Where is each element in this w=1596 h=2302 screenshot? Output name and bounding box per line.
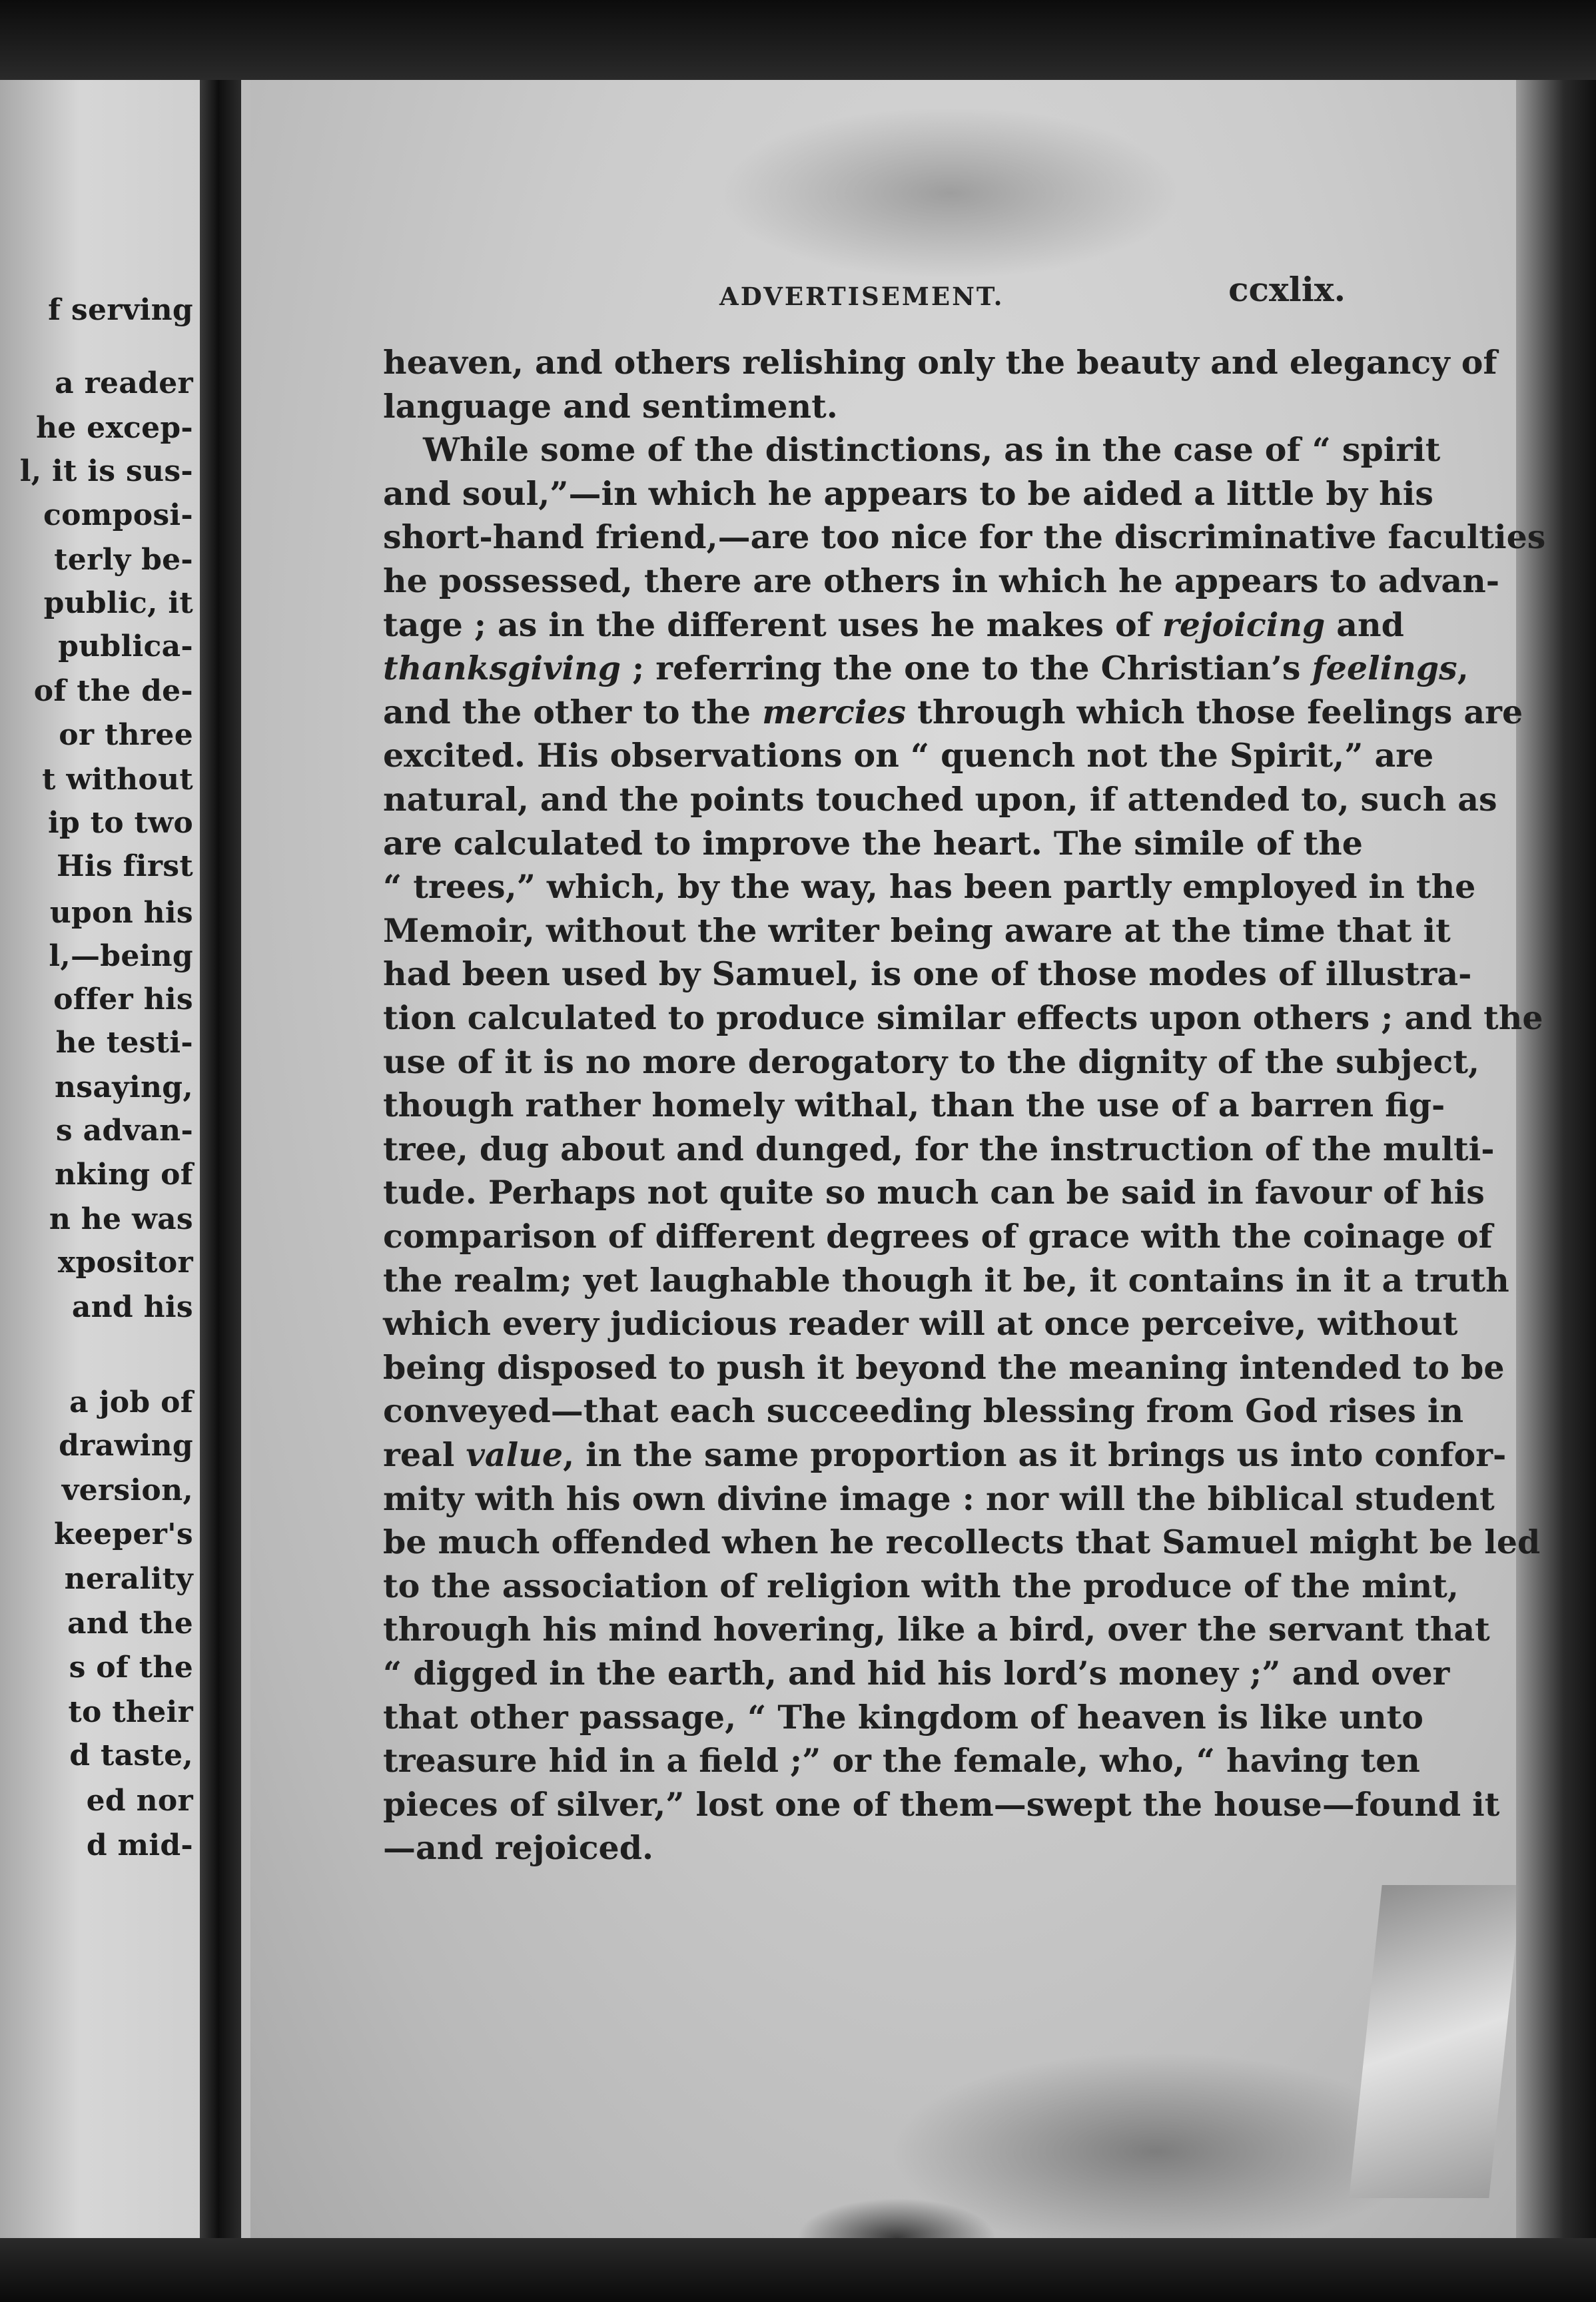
- text-line: [383, 343, 1497, 382]
- facing-page-line: a reader: [55, 366, 193, 400]
- text-run: While some of the distinctions, as in the case of “ spirit: [423, 430, 1441, 470]
- facing-page-line: upon his: [49, 896, 193, 930]
- text-line: [383, 1654, 1450, 1693]
- facing-page-line: he testi-: [55, 1026, 193, 1060]
- text-run: and soul,”—in which he appears to be aided a little by his: [383, 474, 1433, 513]
- facing-page-line: drawing: [59, 1429, 193, 1463]
- italic-text: mercies: [762, 692, 907, 731]
- facing-page-line: and the: [67, 1607, 193, 1641]
- text-run: pieces of silver,” lost one of them—swept the house—found it: [383, 1784, 1500, 1824]
- facing-page-line: n he was: [49, 1202, 193, 1236]
- text-run: mity with his own divine image : nor will the biblical student: [383, 1479, 1495, 1518]
- text-line: [383, 649, 1469, 688]
- film-border-top: [0, 0, 1596, 80]
- text-run: ; referring the one to the Christian’s: [621, 649, 1312, 688]
- italic-text: rejoicing: [1162, 605, 1326, 644]
- text-run: “ trees,” which, by the way, has been partly employed in the: [383, 867, 1476, 907]
- text-run: natural, and the points touched upon, if attended to, such as: [383, 780, 1497, 819]
- facing-page-line: keeper's: [53, 1517, 193, 1551]
- text-run: he possessed, there are others in which he appears to advan-: [383, 562, 1500, 600]
- facing-page-line: offer his: [53, 982, 193, 1016]
- facing-page-line: l,—being: [49, 939, 193, 973]
- text-line: [383, 474, 1433, 513]
- text-line: [383, 780, 1497, 819]
- text-line: [383, 1086, 1445, 1125]
- book-gutter: [200, 80, 241, 2238]
- running-head: ADVERTISEMENT.: [719, 282, 1004, 311]
- facing-page-line: composi-: [43, 498, 193, 532]
- text-run: excited. His observations on “ quench not the Spirit,” are: [383, 736, 1434, 775]
- page-edge: [241, 80, 250, 2238]
- text-run: real: [383, 1435, 466, 1474]
- text-line: [383, 1784, 1500, 1824]
- facing-page-line: ip to two: [47, 806, 193, 840]
- text-run: Memoir, without the writer being aware at the time that it: [383, 911, 1451, 950]
- film-border-right: [1516, 80, 1596, 2238]
- facing-page-line: xpositor: [57, 1246, 193, 1280]
- facing-page-line: of the de-: [33, 674, 193, 708]
- text-run: use of it is no more derogatory to the dignity of the subject,: [383, 1042, 1480, 1081]
- text-run: , in the same proportion as it brings us into confor-: [563, 1435, 1507, 1474]
- text-run: and: [1325, 605, 1404, 644]
- text-run: short-hand friend,—are too nice for the discriminative faculties: [383, 518, 1546, 557]
- text-line: [383, 1042, 1480, 1081]
- text-line: [383, 1828, 1352, 1867]
- text-run: tude. Perhaps not quite so much can be said in favour of his: [383, 1173, 1485, 1212]
- page-header: [719, 270, 1346, 316]
- text-run: which every judicious reader will at once perceive, without: [383, 1304, 1458, 1343]
- text-line: [383, 823, 1363, 863]
- facing-page-line: nsaying,: [54, 1070, 193, 1104]
- text-run: conveyed—that each succeeding blessing from God rises in: [383, 1391, 1464, 1431]
- text-run: being disposed to push it beyond the meaning intended to be: [383, 1347, 1505, 1387]
- text-line: [383, 562, 1500, 600]
- facing-page-line: t without: [42, 763, 193, 797]
- facing-page-line: s advan-: [55, 1114, 193, 1148]
- facing-page-line: or three: [59, 718, 193, 752]
- text-line: [383, 867, 1476, 907]
- text-run: —and rejoiced.: [383, 1828, 654, 1868]
- text-run: “ digged in the earth, and hid his lord’s money ;” and over: [383, 1654, 1450, 1693]
- text-line: [383, 1566, 1459, 1605]
- text-line: [383, 1304, 1458, 1343]
- text-run: though rather homely withal, than the use of a barren fig-: [383, 1086, 1445, 1125]
- facing-page-left: [0, 80, 200, 2238]
- text-run: language and sentiment.: [383, 386, 838, 426]
- facing-page-line: d taste,: [69, 1738, 193, 1772]
- text-run: heaven, and others relishing only the beauty and elegancy of: [383, 343, 1497, 382]
- facing-page-line: l, it is sus-: [19, 454, 193, 488]
- text-line: [383, 736, 1434, 775]
- facing-page-line: d mid-: [86, 1828, 193, 1862]
- text-run: through his mind hovering, like a bird, over the servant that: [383, 1610, 1490, 1649]
- italic-text: thanksgiving: [383, 649, 621, 688]
- text-line: [383, 1173, 1485, 1212]
- text-line: [383, 1741, 1420, 1780]
- italic-text: feelings: [1312, 649, 1457, 688]
- text-run: tage ; as in the different uses he makes of: [383, 605, 1162, 644]
- facing-page-line: His first: [57, 849, 193, 883]
- text-line: [383, 1610, 1490, 1649]
- film-border-bottom: [0, 2238, 1596, 2302]
- text-line: [383, 1347, 1505, 1387]
- text-run: and the other to the: [383, 692, 763, 731]
- text-run: tree, dug about and dunged, for the instruction of the multi-: [383, 1129, 1495, 1168]
- text-line: [383, 430, 1441, 470]
- text-run: comparison of different degrees of grace with the coinage of: [383, 1217, 1493, 1256]
- facing-page-line: he excep-: [35, 411, 193, 445]
- text-run: through which those feelings are: [906, 692, 1523, 731]
- text-line: [383, 998, 1543, 1037]
- facing-page-line: public, it: [43, 586, 193, 620]
- text-line: [383, 1129, 1495, 1168]
- facing-page-line: version,: [61, 1473, 193, 1507]
- text-line: [383, 1435, 1507, 1474]
- text-run: that other passage, “ The kingdom of heaven is like unto: [383, 1697, 1423, 1736]
- text-line: [383, 605, 1404, 644]
- text-run: had been used by Samuel, is one of those modes of illustra-: [383, 955, 1472, 994]
- text-line: [383, 911, 1451, 950]
- text-run: be much offended when he recollects that Samuel might be led: [383, 1523, 1541, 1562]
- text-line: [383, 955, 1472, 994]
- page-number: ccxlix.: [1228, 270, 1346, 309]
- text-line: [383, 692, 1523, 731]
- facing-page-line: terly be-: [54, 543, 193, 577]
- ink-stain: [717, 107, 1183, 280]
- text-run: treasure hid in a field ;” or the female, who, “ having ten: [383, 1741, 1420, 1780]
- text-line: [383, 1391, 1464, 1431]
- facing-page-line: and his: [71, 1290, 193, 1324]
- facing-page-line: to their: [68, 1695, 193, 1729]
- text-line: [383, 1697, 1423, 1736]
- italic-text: value: [466, 1435, 564, 1474]
- text-line: [383, 1260, 1509, 1300]
- facing-page-line: nerality: [64, 1562, 193, 1596]
- text-line: [383, 387, 1352, 426]
- text-line: [383, 518, 1546, 557]
- facing-page-line: ed nor: [86, 1784, 193, 1818]
- facing-page-line: nking of: [55, 1158, 193, 1192]
- facing-page-line: f serving: [48, 293, 193, 327]
- text-run: are calculated to improve the heart. The simile of the: [383, 823, 1363, 863]
- text-run: tion calculated to produce similar effects upon others ; and the: [383, 998, 1543, 1037]
- facing-page-line: a job of: [69, 1385, 193, 1419]
- text-line: [383, 1217, 1493, 1256]
- text-line: [383, 1523, 1541, 1562]
- facing-page-line: s of the: [69, 1651, 193, 1685]
- text-line: [383, 1479, 1495, 1518]
- facing-page-line: publica-: [58, 629, 193, 663]
- text-run: the realm; yet laughable though it be, it contains in it a truth: [383, 1260, 1509, 1300]
- text-run: to the association of religion with the produce of the mint,: [383, 1566, 1459, 1605]
- text-run: ,: [1457, 649, 1469, 688]
